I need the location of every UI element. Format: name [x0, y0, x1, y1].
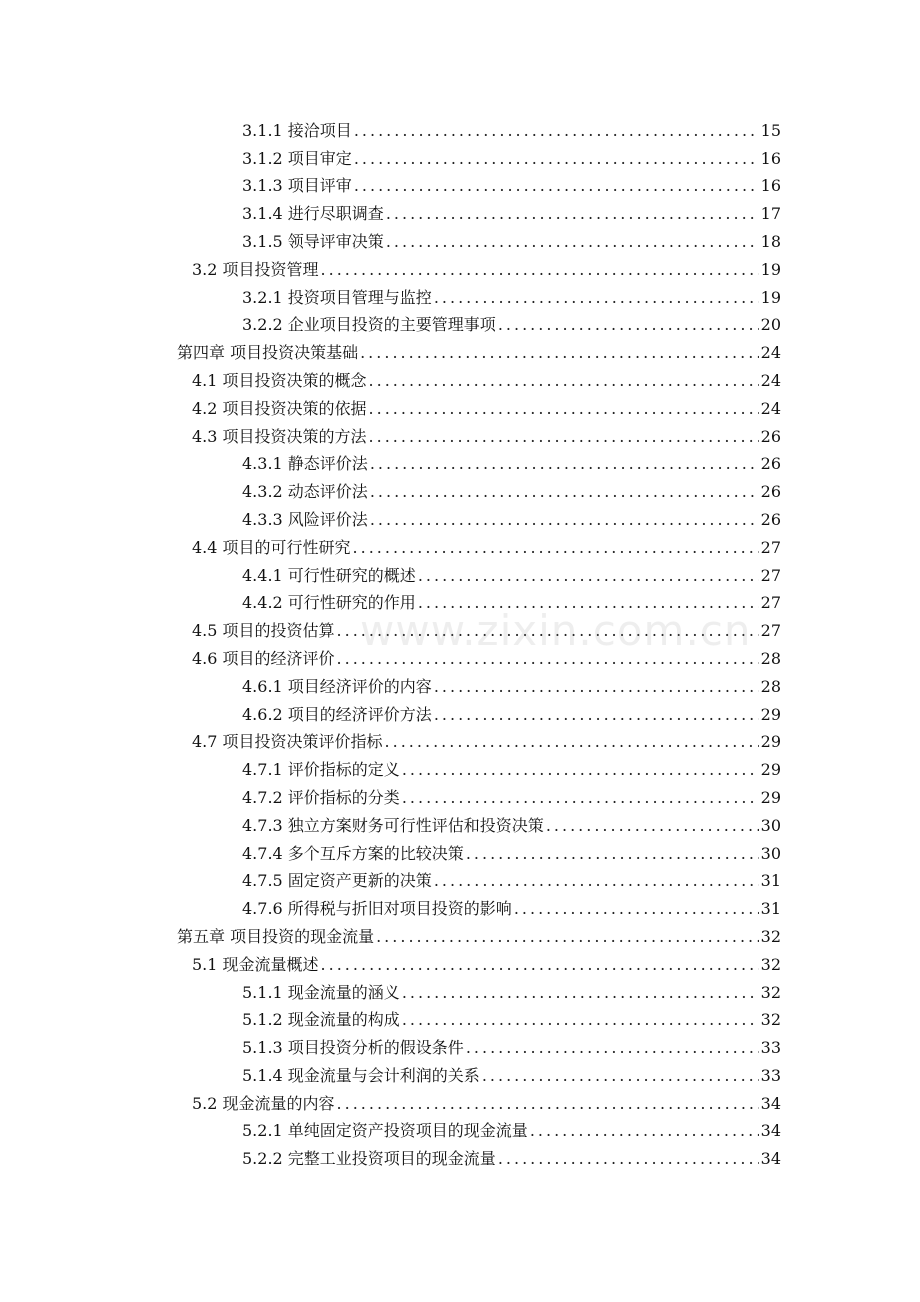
toc-entry-title: 4.7.3 独立方案财务可行性评估和投资决策	[242, 815, 544, 835]
toc-entry-title: 3.1.1 接洽项目	[242, 120, 352, 140]
toc-dot-leader	[360, 343, 759, 363]
toc-dot-leader	[482, 1066, 759, 1086]
toc-page-number: 29	[760, 704, 781, 724]
toc-page-number: 33	[760, 1038, 781, 1058]
toc-dot-leader	[337, 621, 759, 641]
toc-dot-leader	[337, 649, 759, 669]
toc-entry[interactable]	[0, 613, 920, 641]
toc-entry-title: 5.2.2 完整工业投资项目的现金流量	[242, 1149, 496, 1169]
toc-entry[interactable]	[0, 641, 920, 669]
toc-entry[interactable]	[0, 1114, 920, 1142]
toc-dot-leader	[498, 315, 759, 335]
toc-dot-leader	[354, 149, 759, 169]
toc-entry[interactable]	[0, 502, 920, 530]
toc-entry-title: 4.3 项目投资决策的方法	[192, 426, 367, 446]
toc-dot-leader	[321, 260, 759, 280]
toc-dot-leader	[402, 983, 759, 1003]
toc-page-number: 34	[760, 1121, 781, 1141]
toc-entry-title: 3.2.1 投资项目管理与监控	[242, 287, 432, 307]
toc-page-number: 26	[760, 454, 781, 474]
toc-page-number: 27	[760, 565, 781, 585]
toc-entry-title: 4.7.2 评价指标的分类	[242, 787, 400, 807]
toc-entry-title: 4.7.6 所得税与折旧对项目投资的影响	[242, 899, 512, 919]
toc-entry[interactable]	[0, 280, 920, 308]
toc-page-number: 27	[760, 537, 781, 557]
toc-entry-title: 4.5 项目的投资估算	[192, 621, 335, 641]
toc-page-number: 24	[760, 343, 781, 363]
toc-entry-title: 3.1.5 领导评审决策	[242, 231, 384, 251]
toc-page-number: 30	[760, 843, 781, 863]
toc-page-number: 16	[760, 148, 781, 168]
toc-entry[interactable]	[0, 725, 920, 753]
toc-entry-title: 4.6 项目的经济评价	[192, 648, 335, 668]
watermark: www.zixin.com.cn	[360, 606, 752, 655]
toc-entry[interactable]	[0, 530, 920, 558]
toc-page-number: 31	[760, 871, 781, 891]
toc-entry[interactable]	[0, 669, 920, 697]
toc-entry[interactable]	[0, 169, 920, 197]
toc-entry-title: 第四章 项目投资决策基础	[177, 343, 359, 363]
toc-dot-leader	[369, 427, 759, 447]
toc-page-number: 33	[760, 1065, 781, 1085]
toc-entry[interactable]	[0, 1141, 920, 1169]
toc-page-number: 34	[760, 1093, 781, 1113]
toc-page-number: 15	[760, 120, 781, 140]
toc-dot-leader	[402, 788, 759, 808]
toc-entry[interactable]	[0, 975, 920, 1003]
toc-page-number: 32	[760, 982, 781, 1002]
toc-page-number: 17	[760, 204, 781, 224]
toc-entry[interactable]	[0, 586, 920, 614]
toc-page-number: 32	[760, 954, 781, 974]
toc-entry-title: 4.7 项目投资决策评价指标	[192, 732, 383, 752]
toc-dot-leader	[369, 399, 759, 419]
toc-entry[interactable]	[0, 308, 920, 336]
toc-dot-leader	[321, 955, 759, 975]
toc-dot-leader	[466, 844, 759, 864]
toc-entry-title: 4.6.2 项目的经济评价方法	[242, 704, 432, 724]
toc-dot-leader	[370, 482, 759, 502]
toc-entry-title: 3.1.3 项目评审	[242, 176, 352, 196]
toc-page-number: 30	[760, 815, 781, 835]
toc-page-number: 19	[760, 287, 781, 307]
toc-dot-leader	[418, 566, 759, 586]
toc-entry-title: 4.3.1 静态评价法	[242, 454, 368, 474]
toc-dot-leader	[354, 121, 759, 141]
toc-page-number: 32	[760, 1010, 781, 1030]
toc-entry[interactable]	[0, 391, 920, 419]
toc-entry-title: 3.1.4 进行尽职调查	[242, 204, 384, 224]
toc-dot-leader	[498, 1149, 759, 1169]
toc-entry-title: 3.1.2 项目审定	[242, 148, 352, 168]
toc-entry[interactable]	[0, 919, 920, 947]
toc-entry-title: 5.1.3 项目投资分析的假设条件	[242, 1038, 464, 1058]
toc-entry-title: 4.3.3 风险评价法	[242, 509, 368, 529]
toc-entry[interactable]	[0, 808, 920, 836]
toc-dot-leader	[434, 705, 759, 725]
toc-entry[interactable]	[0, 141, 920, 169]
toc-entry[interactable]	[0, 1058, 920, 1086]
toc-page-number: 34	[760, 1149, 781, 1169]
toc-entry[interactable]	[0, 1003, 920, 1031]
toc-entry[interactable]	[0, 224, 920, 252]
toc-page-number: 24	[760, 398, 781, 418]
toc-dot-leader	[386, 204, 759, 224]
toc-dot-leader	[434, 677, 759, 697]
toc-page-number: 26	[760, 482, 781, 502]
toc-entry[interactable]	[0, 697, 920, 725]
table-of-contents	[0, 113, 920, 1169]
toc-page-number: 29	[760, 787, 781, 807]
toc-dot-leader	[530, 1121, 759, 1141]
toc-entry-title: 第五章 项目投资的现金流量	[177, 926, 375, 946]
toc-dot-leader	[434, 871, 759, 891]
toc-entry[interactable]	[0, 252, 920, 280]
toc-page-number: 27	[760, 621, 781, 641]
toc-dot-leader	[466, 1038, 759, 1058]
toc-entry-title: 5.1 现金流量概述	[192, 954, 319, 974]
toc-entry[interactable]	[0, 363, 920, 391]
toc-page-number: 29	[760, 732, 781, 752]
toc-entry[interactable]	[0, 1030, 920, 1058]
toc-entry[interactable]	[0, 558, 920, 586]
toc-entry[interactable]	[0, 836, 920, 864]
toc-page-number: 26	[760, 509, 781, 529]
toc-entry[interactable]	[0, 947, 920, 975]
toc-page-number: 29	[760, 760, 781, 780]
toc-entry[interactable]	[0, 864, 920, 892]
toc-dot-leader	[337, 1094, 759, 1114]
toc-page-number: 16	[760, 176, 781, 196]
toc-page-number: 19	[760, 259, 781, 279]
toc-dot-leader	[385, 732, 759, 752]
toc-page-number: 32	[760, 926, 781, 946]
toc-entry-title: 3.2 项目投资管理	[192, 259, 319, 279]
toc-entry-title: 4.7.1 评价指标的定义	[242, 760, 400, 780]
toc-dot-leader	[354, 176, 759, 196]
toc-entry-title: 5.1.2 现金流量的构成	[242, 1010, 400, 1030]
toc-entry[interactable]	[0, 419, 920, 447]
toc-entry-title: 5.1.4 现金流量与会计利润的关系	[242, 1065, 480, 1085]
toc-entry-title: 4.3.2 动态评价法	[242, 482, 368, 502]
toc-page-number: 28	[760, 648, 781, 668]
toc-page-number: 28	[760, 676, 781, 696]
toc-dot-leader	[370, 454, 759, 474]
toc-entry[interactable]	[0, 780, 920, 808]
toc-dot-leader	[402, 760, 759, 780]
toc-entry-title: 4.4.2 可行性研究的作用	[242, 593, 416, 613]
toc-page-number: 31	[760, 899, 781, 919]
toc-page-number: 20	[760, 315, 781, 335]
toc-entry-title: 4.4.1 可行性研究的概述	[242, 565, 416, 585]
toc-dot-leader	[434, 288, 759, 308]
toc-dot-leader	[418, 593, 759, 613]
toc-entry[interactable]	[0, 474, 920, 502]
toc-dot-leader	[353, 538, 759, 558]
toc-entry-title: 4.1 项目投资决策的概念	[192, 370, 367, 390]
toc-dot-leader	[402, 1010, 759, 1030]
toc-entry[interactable]	[0, 196, 920, 224]
toc-entry-title: 4.6.1 项目经济评价的内容	[242, 676, 432, 696]
toc-dot-leader	[514, 899, 759, 919]
toc-entry[interactable]	[0, 335, 920, 363]
toc-dot-leader	[376, 927, 759, 947]
toc-entry[interactable]	[0, 113, 920, 141]
toc-entry-title: 4.2 项目投资决策的依据	[192, 398, 367, 418]
toc-entry-title: 4.7.5 固定资产更新的决策	[242, 871, 432, 891]
toc-dot-leader	[369, 371, 759, 391]
toc-page-number: 27	[760, 593, 781, 613]
toc-entry[interactable]	[0, 891, 920, 919]
toc-entry[interactable]	[0, 1086, 920, 1114]
toc-entry-title: 4.7.4 多个互斥方案的比较决策	[242, 843, 464, 863]
toc-page-number: 18	[760, 231, 781, 251]
toc-entry[interactable]	[0, 447, 920, 475]
toc-entry-title: 3.2.2 企业项目投资的主要管理事项	[242, 315, 496, 335]
toc-dot-leader	[386, 232, 759, 252]
toc-entry[interactable]	[0, 752, 920, 780]
toc-entry-title: 5.1.1 现金流量的涵义	[242, 982, 400, 1002]
toc-page-number: 24	[760, 370, 781, 390]
toc-entry-title: 4.4 项目的可行性研究	[192, 537, 351, 557]
toc-dot-leader	[370, 510, 759, 530]
toc-page-number: 26	[760, 426, 781, 446]
toc-dot-leader	[546, 816, 759, 836]
toc-entry-title: 5.2 现金流量的内容	[192, 1093, 335, 1113]
toc-entry-title: 5.2.1 单纯固定资产投资项目的现金流量	[242, 1121, 528, 1141]
